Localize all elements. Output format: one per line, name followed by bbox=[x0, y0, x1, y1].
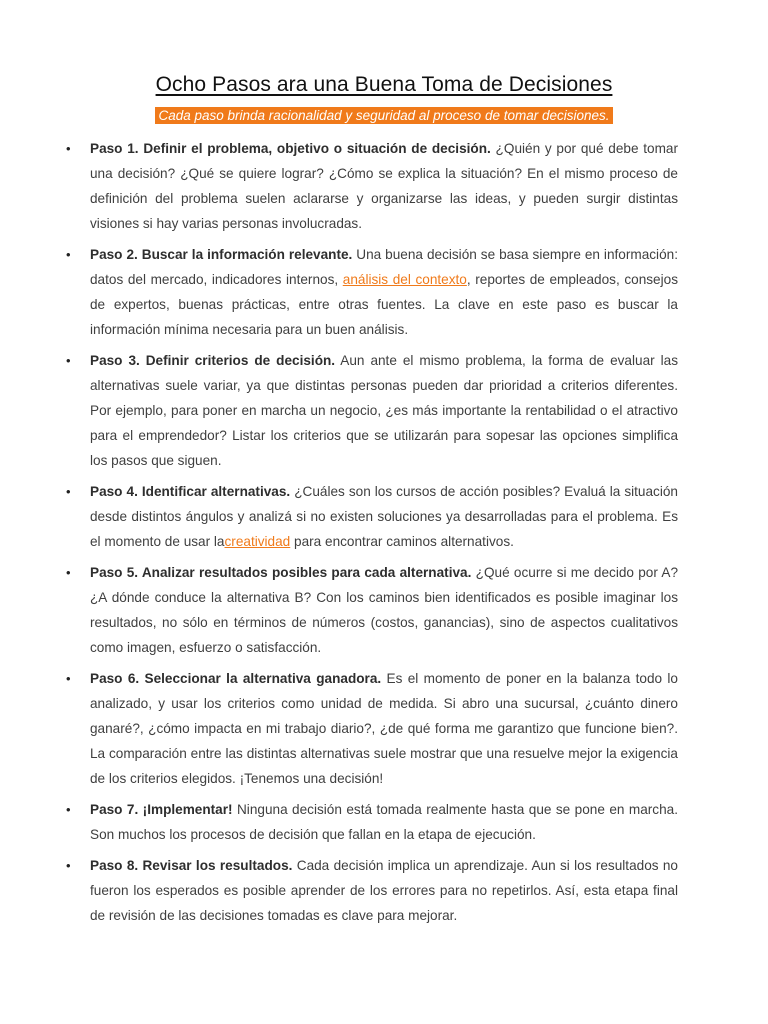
step-heading: Paso 8. Revisar los resultados. bbox=[90, 858, 293, 873]
list-item bbox=[66, 242, 678, 342]
link-analisis-contexto[interactable]: análisis del contexto bbox=[342, 272, 467, 287]
bullet-icon: • bbox=[66, 141, 71, 156]
step-heading: Paso 1. Definir el problema, objetivo o situación de decisión. bbox=[90, 141, 491, 156]
bullet-icon: • bbox=[66, 565, 71, 580]
steps-list bbox=[66, 136, 678, 934]
list-item bbox=[66, 560, 678, 660]
step-text-after: para encontrar caminos alternativos. bbox=[290, 534, 514, 549]
step-text: Una buena decisión se basa siempre en información: datos del mercado, indicadores internos, bbox=[90, 247, 678, 287]
step-text: ¿Qué ocurre si me decido por A? ¿A dónde conduce la alternativa B? Con los caminos bien identificados es posible imaginar los resultados, no sólo en términos de números (costos, ganancias), sino de aspectos cualitativos como imagen, esfuerzo o satisfacción. bbox=[90, 565, 679, 655]
step-text: ¿Quién y por qué debe tomar una decisión? ¿Qué se quiere lograr? ¿Cómo se explica la situación? En el mismo proceso de definición del problema suelen aclararse y organizarse las ideas, y pueden surgir distintas visiones si hay varias personas involucradas. bbox=[90, 141, 679, 231]
step-text: Cada decisión implica un aprendizaje. Aun si los resultados no fueron los esperados es posible aprender de los errores para no repetirlos. Así, esta etapa final de revisión de las decisiones tomadas es clave para mejorar. bbox=[90, 858, 678, 923]
step-text-after: , reportes de empleados, consejos de expertos, buenas prácticas, entre otras fuentes. La clave en este paso es buscar la información mínima necesaria para un buen análisis. bbox=[90, 272, 678, 337]
subtitle-highlight: Cada paso brinda racionalidad y seguridad al proceso de tomar decisiones. bbox=[155, 107, 612, 124]
list-item bbox=[66, 479, 678, 554]
step-heading: Paso 2. Buscar la información relevante. bbox=[90, 247, 353, 262]
list-item bbox=[66, 797, 678, 847]
list-item bbox=[66, 348, 678, 473]
bullet-icon: • bbox=[66, 858, 71, 873]
step-heading: Paso 6. Seleccionar la alternativa ganadora. bbox=[90, 671, 382, 686]
list-item bbox=[66, 853, 678, 928]
step-heading: Paso 4. Identificar alternativas. bbox=[90, 484, 291, 499]
bullet-icon: • bbox=[66, 247, 71, 262]
step-heading: Paso 5. Analizar resultados posibles para cada alternativa. bbox=[90, 565, 472, 580]
bullet-icon: • bbox=[66, 484, 71, 499]
list-item bbox=[66, 136, 678, 236]
bullet-icon: • bbox=[66, 802, 71, 817]
step-heading: Paso 7. ¡Implementar! bbox=[90, 802, 233, 817]
step-heading: Paso 3. Definir criterios de decisión. bbox=[90, 353, 336, 368]
step-text: Es el momento de poner en la balanza todo lo analizado, y usar los criterios como unidad de medida. Si abro una sucursal, ¿cuánto dinero ganaré?, ¿cómo impacta en mi trabajo diario?, ¿de qué forma me garantizo que funcione bien?. La comparación entre las distintas alternativas suele mostrar que una resuelve mejor la exigencia de los criterios elegidos. ¡Tenemos una decisión! bbox=[90, 671, 678, 786]
bullet-icon: • bbox=[66, 671, 71, 686]
step-text: Aun ante el mismo problema, la forma de evaluar las alternativas suele variar, ya que distintas personas pueden dar prioridad a criterios diferentes. Por ejemplo, para poner en marcha un negocio, ¿es más importante la rentabilidad o el atractivo para el emprendedor? Listar los criterios que se utilizarán para sopesar las opciones simplifica los pasos que siguen. bbox=[90, 353, 678, 468]
step-text: Ninguna decisión está tomada realmente hasta que se pone en marcha. Son muchos los procesos de decisión que fallan en la etapa de ejecución. bbox=[90, 802, 678, 842]
bullet-icon: • bbox=[66, 353, 71, 368]
page-title: Ocho Pasos ara una Buena Toma de Decisiones bbox=[155, 73, 613, 96]
subtitle-wrap bbox=[0, 107, 768, 125]
list-item bbox=[66, 666, 678, 791]
link-creatividad[interactable]: creatividad bbox=[224, 534, 291, 549]
step-text: ¿Cuáles son los cursos de acción posibles? Evaluá la situación desde distintos ángulos y analizá si no existen soluciones ya desarrolladas para el problema. Es el momento de usar la bbox=[90, 484, 678, 549]
